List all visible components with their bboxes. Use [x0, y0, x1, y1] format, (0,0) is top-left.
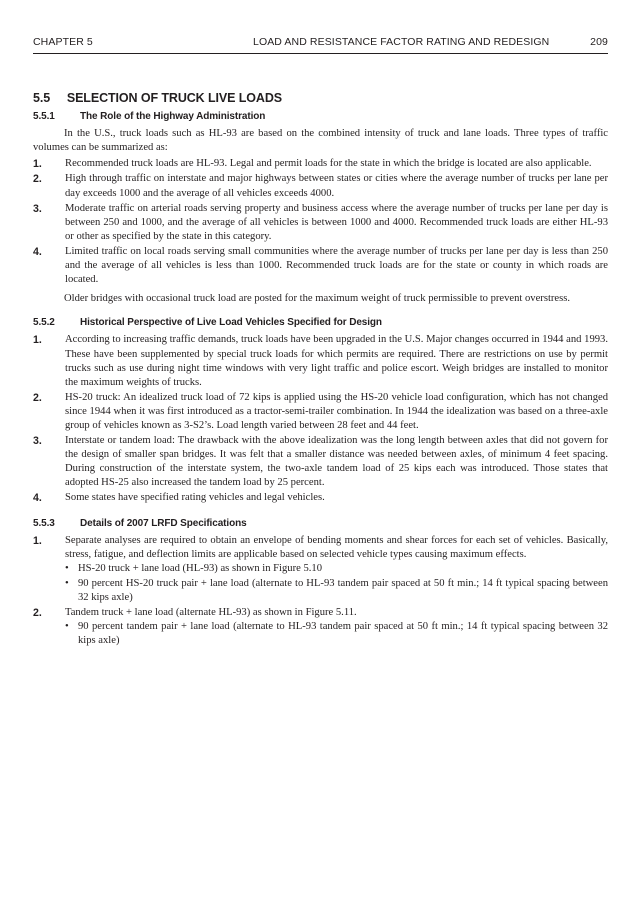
list-number: 1.: [33, 158, 42, 171]
bullet-marker: •: [65, 577, 69, 589]
list-number: 4.: [33, 492, 42, 505]
list-item: [33, 434, 608, 490]
list-text: Separate analyses are required to obtain an envelope of bending moments and shear forces for each set of vehicles. Basically, stress, fatigue, and deflection limits are applicable based on selected vehicle types causing maximum effects.: [65, 534, 608, 560]
chapter-label: CHAPTER 5: [33, 36, 93, 48]
list-number: 3.: [33, 435, 42, 448]
bullet-marker: •: [65, 621, 69, 633]
bullet-text: 90 percent HS-20 truck pair + lane load (alternate to HL-93 tandem pair spaced at 50 ft min.; 14 ft typical spacing between 32 kips axle): [78, 577, 608, 603]
bullet-item: [65, 562, 608, 576]
list-number: 1.: [33, 534, 42, 547]
page-number: 209: [590, 36, 608, 48]
header-rule: [33, 53, 608, 54]
list-item: [33, 606, 608, 648]
section-title: SELECTION OF TRUCK LIVE LOADS: [66, 91, 282, 105]
bullet-item: [65, 620, 608, 648]
list-number: 1.: [33, 334, 42, 347]
page-body: [33, 91, 608, 649]
subsection-number: 5.5.2: [33, 317, 55, 329]
list-text: HS-20 truck: An idealized truck load of 72 kips is applied using the HS-20 vehicle load configuration, which has not changed since 1944 when it was first introduced as a tractor-semi-trailer combination. In 1944 the idealization was based on a three-axle group of vehicles known as 3-S2’s. Load length varied between 28 feet and 44 feet.: [65, 391, 608, 431]
section-heading: [33, 91, 608, 105]
list-text: Some states have specified rating vehicles and legal vehicles.: [65, 492, 325, 504]
list-item: [33, 333, 608, 389]
list-text: Tandem truck + lane load (alternate HL-93) as shown in Figure 5.11.: [65, 607, 357, 619]
numbered-list-1: [33, 157, 608, 287]
subsection-heading-2: [33, 316, 608, 330]
paragraph: Older bridges with occasional truck load are posted for the maximum weight of truck permissible to prevent overstress.: [64, 293, 571, 305]
list-item: [33, 172, 608, 200]
list-text: Recommended truck loads are HL-93. Legal and permit loads for the state in which the bridge is located are also applicable.: [65, 158, 592, 170]
paragraph: In the U.S., truck loads such as HL-93 are based on the combined intensity of truck and lane loads. Three types of traffic volumes can be summarized as:: [33, 128, 608, 154]
subsection-number: 5.5.1: [33, 111, 55, 123]
list-item: [33, 534, 608, 605]
bullet-list: [65, 620, 608, 648]
list-text: According to increasing traffic demands, truck loads have been upgraded in the U.S. Major changes occurred in 1944 and 1993. These have been supplemented by special truck loads for which permits are required. There are restrictions on use by permit trucks such as use during night time windows with very light traffic and police escort. Weigh bridges are installed to monitor the maximum weights of trucks.: [65, 334, 608, 388]
list-number: 2.: [33, 607, 42, 620]
list-number: 3.: [33, 202, 42, 215]
list-item: [33, 391, 608, 433]
subsection-heading-3: [33, 517, 608, 531]
list-item: [33, 491, 608, 505]
bullet-text: HS-20 truck + lane load (HL-93) as shown in Figure 5.10: [78, 562, 322, 574]
list-number: 2.: [33, 173, 42, 186]
list-item: [33, 245, 608, 287]
bullet-marker: •: [65, 562, 69, 574]
list-number: 2.: [33, 391, 42, 404]
subsection-number: 5.5.3: [33, 517, 55, 529]
list-text: Limited traffic on local roads serving small communities where the average number of trucks per lane per day is less than 250 and the average of all vehicles is less than 1000. Recommended truck loads are for the state or county in which roads are located.: [65, 245, 608, 286]
list-item: [33, 202, 608, 244]
subsection-heading-1: [33, 110, 608, 124]
numbered-list-2: [33, 333, 608, 505]
list-text: High through traffic on interstate and major highways between states or cities where the average number of trucks per lane per day exceeds 1000 and the average of all vehicles exceeds 4000.: [65, 173, 608, 199]
bullet-list: [65, 562, 608, 605]
list-text: Moderate traffic on arterial roads serving property and business access where the average number of trucks per lane per day is between 250 and 1000, and the average of all vehicles is between 1000 and 4000. Recommended truck loads are either HL-93 or other as specified by the state in this category.: [65, 202, 608, 242]
bullet-item: [65, 577, 608, 605]
subsection-title: Details of 2007 LRFD Specifications: [80, 517, 247, 529]
subsection-title: The Role of the Highway Administration: [80, 111, 266, 123]
list-number: 4.: [33, 245, 42, 258]
running-header: [33, 36, 608, 52]
list-item: [33, 157, 608, 171]
running-title: LOAD AND RESISTANCE FACTOR RATING AND REDESIGN: [253, 36, 550, 48]
subsection-title: Historical Perspective of Live Load Vehicles Specified for Design: [80, 317, 382, 329]
list-text: Interstate or tandem load: The drawback with the above idealization was the long length between axles that did not govern for the design of smaller span bridges. It was felt that a smaller distance was needed between axles, of minimum 4 feet spacing. During construction of the interstate system, the two-axle tandem load of 25 kips each was introduced. Those states that adopted HS-25 also increased the tandem load by 25 percent.: [65, 435, 608, 489]
numbered-list-3: [33, 534, 608, 649]
bullet-text: 90 percent tandem pair + lane load (alternate to HL-93 tandem pair spaced at 50 ft min.; 14 ft typical spacing between 32 kips axle): [78, 621, 608, 647]
section-number: 5.5: [33, 91, 51, 105]
